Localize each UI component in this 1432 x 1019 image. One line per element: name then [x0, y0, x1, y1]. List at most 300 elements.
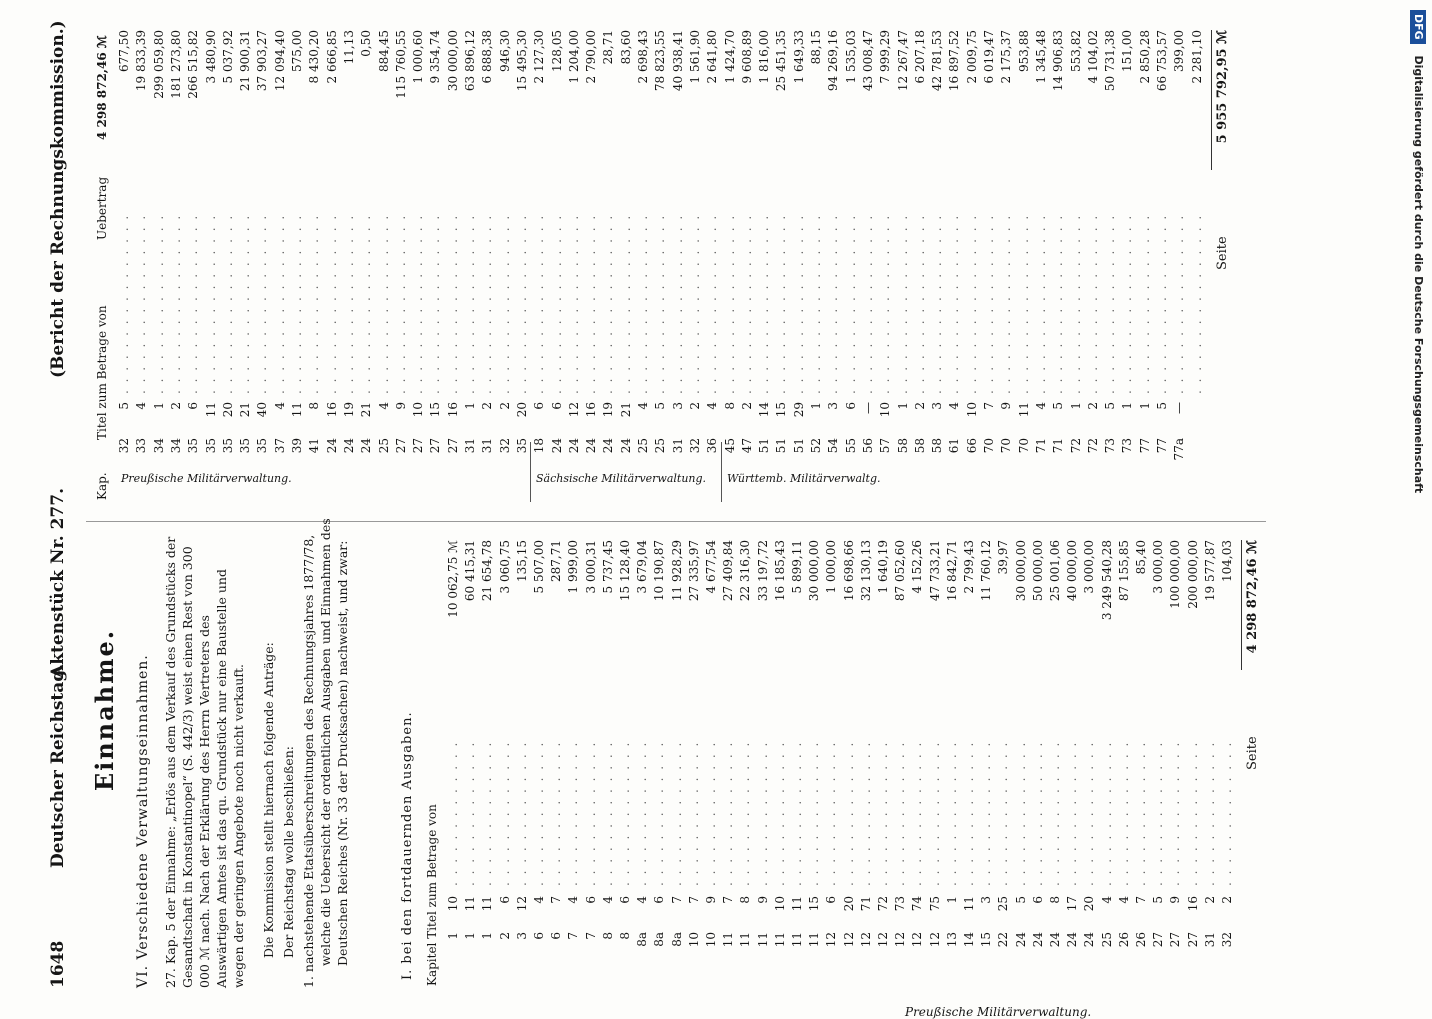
table-row-titel: 7: [721, 896, 736, 904]
table-row-leader: . . . . . . . . . . . . .: [755, 740, 770, 886]
table-row-titel: 1: [151, 402, 166, 410]
paragraph-antraege: Die Kommission stellt hiernach folgende Anträge:: [261, 642, 276, 958]
table-row-leader: . . . . . . . . . . . . . . . .: [1085, 213, 1100, 394]
table-row-amount: 575,00: [290, 30, 304, 72]
table-row-kapitel: 8: [618, 932, 632, 940]
table-row-amount: 14 906,83: [1051, 30, 1066, 92]
table-row-amount: 27 335,97: [686, 540, 701, 602]
table-row-kapitel: 31: [1202, 932, 1217, 948]
table-row-kapitel: 2: [497, 932, 512, 940]
table-row-leader: . . . . . . . . . . . . . . . .: [497, 213, 512, 394]
table-row-kapitel: 12: [927, 932, 942, 948]
table-row-amount: 40 000,00: [1065, 540, 1080, 602]
table-row-kapitel: 32: [687, 438, 702, 454]
table-row-amount: 2 799,43: [962, 540, 976, 594]
table-row-leader: . . . . . . . . . . . . .: [583, 740, 598, 886]
table-row-amount: 5 737,45: [600, 540, 615, 594]
table-row-kapitel: 11: [807, 932, 822, 948]
dfg-credit-text: Digitalisierung gefördert durch die Deutsche Forschungsgemeinschaft: [1412, 55, 1425, 494]
table-row-kapitel: 35: [203, 438, 218, 454]
table-row-leader: . . . . . . . . . . . . . . . .: [964, 213, 979, 394]
table-row-leader: . . . . . . . . . . . . . . . .: [843, 213, 858, 394]
table-row-amount: 16 897,52: [947, 30, 962, 92]
table-row-leader: . . . . . . . . . . . . .: [549, 740, 564, 886]
table-row-kapitel: 36: [705, 438, 720, 454]
table-row-amount: 266 515,82: [186, 30, 201, 99]
table-row-kapitel: 66: [964, 438, 979, 454]
left-column-header: Kapitel Titel zum Betrage von: [425, 804, 439, 986]
section-title: VI. Verschiedene Verwaltungseinnahmen.: [135, 654, 151, 988]
table-row-leader: . . . . . . . . . . . . .: [514, 740, 529, 886]
table-row-kapitel: 1: [463, 932, 478, 940]
table-row-leader: . . . . . . . . . . . . .: [876, 740, 890, 886]
table-row-leader: . . . . . . . . . . . . . . . .: [359, 213, 374, 394]
table-row-kapitel: 13: [944, 932, 959, 948]
table-row-kapitel: 24: [359, 438, 374, 454]
table-row-kapitel: 24: [601, 438, 616, 454]
table-row-titel: 6: [583, 896, 598, 904]
table-row-kapitel: 1: [480, 932, 495, 940]
table-row-kapitel: 52: [809, 438, 823, 454]
table-row-kapitel: 72: [1068, 438, 1083, 454]
table-row-leader: . . . . . . . . . . . . . . . .: [186, 213, 201, 394]
table-row-kapitel: 24: [1030, 932, 1045, 948]
table-row-amount: 50 731,38: [1103, 30, 1118, 92]
table-row-kapitel: 24: [324, 438, 339, 454]
table-row-kapitel: 73: [1103, 438, 1118, 454]
table-row-amount: 553,82: [1068, 30, 1083, 72]
table-row-amount: 2 641,80: [705, 30, 720, 84]
table-row-kapitel: 51: [774, 438, 789, 454]
table-row-titel: 9: [393, 402, 408, 410]
table-row-leader: . . . . . . . . . . . . . . . .: [168, 213, 183, 394]
table-row-kapitel: 8a: [652, 932, 667, 947]
table-row-kapitel: 24: [1013, 932, 1028, 948]
table-row-titel: 11: [203, 402, 218, 418]
table-row-kapitel: 11: [790, 932, 804, 948]
table-row-titel: 12: [566, 402, 581, 418]
table-row-amount: 16 842,71: [944, 540, 959, 602]
table-row-amount: 3 679,04: [635, 540, 650, 594]
table-row-amount: 115 760,55: [393, 30, 408, 99]
table-row-leader: . . . . . . . . . . . . .: [841, 740, 856, 886]
table-row-titel: 2: [480, 402, 495, 410]
table-row-leader: . . . . . . . . . . . . . . . .: [341, 213, 356, 394]
sum-value: 5 955 792,95 ℳ: [1214, 30, 1230, 144]
table-row-amount: 88,15: [809, 30, 823, 65]
table-row-leader: . . . . . . . . . . . . .: [532, 740, 546, 886]
table-row-amount: 2 790,00: [584, 30, 599, 84]
table-row-titel: 1: [1137, 402, 1152, 410]
table-row-kapitel: 71: [1033, 438, 1048, 454]
table-row-amount: 60 415,31: [463, 540, 478, 602]
table-row-titel: 10: [964, 402, 979, 418]
table-row-leader: . . . . . . . . . . . . .: [893, 740, 908, 886]
table-row-titel: 21: [618, 402, 633, 418]
table-row-leader: . . . . . . . . . . . . .: [652, 740, 667, 886]
table-row-titel: —: [860, 402, 875, 414]
table-row-leader: . . . . . . . . . . . . .: [738, 740, 753, 886]
table-row-leader: . . . . . . . . . . . . . . . .: [290, 213, 304, 394]
table-row-kapitel: 58: [912, 438, 927, 454]
table-row-titel: 7: [686, 896, 701, 904]
table-row-titel: 11: [1016, 402, 1031, 418]
table-row-titel: 5: [1051, 402, 1066, 410]
table-row-kapitel: 56: [860, 438, 875, 454]
table-row-leader: . . . . . . . . . . . . .: [979, 740, 994, 886]
table-row-titel: 19: [341, 402, 356, 418]
table-row-amount: 10 062,75 ℳ: [446, 540, 460, 618]
table-row-titel: 1: [1068, 402, 1083, 410]
table-row-kapitel: 37: [272, 438, 287, 454]
table-row-amount: 33 197,72: [755, 540, 770, 602]
table-row-amount: 7 999,29: [878, 30, 893, 84]
table-row-amount: 104,03: [1220, 540, 1234, 582]
table-row-amount: 151,00: [1120, 30, 1135, 72]
table-row-kapitel: 35: [238, 438, 253, 454]
table-row-amount: 9 354,74: [428, 30, 443, 84]
table-row-kapitel: 27: [393, 438, 408, 454]
table-row-amount: 11 760,12: [979, 540, 994, 602]
sum-label: Seite: [1245, 736, 1261, 770]
table-row-amount: 15 495,30: [514, 30, 529, 92]
table-row-titel: 5: [1013, 896, 1028, 904]
table-row-kapitel: 77: [1155, 438, 1169, 454]
table-row-titel: 4: [947, 402, 962, 410]
table-row-kapitel: 10: [686, 932, 701, 948]
table-row-amount: 94 269,16: [826, 30, 841, 92]
table-row-leader: . . . . . . . . . . . . . . . .: [895, 213, 910, 394]
table-row-titel: 3: [979, 896, 994, 904]
table-row-kapitel: 15: [979, 932, 994, 948]
table-row-titel: 8: [307, 402, 322, 410]
table-row-titel: 5: [117, 402, 131, 410]
table-row-amount: 953,88: [1016, 30, 1031, 72]
table-row-kapitel: 11: [772, 932, 787, 948]
table-row-kapitel: 18: [532, 438, 547, 454]
table-row-titel: 74: [910, 896, 925, 912]
sum-label: Seite: [1214, 236, 1230, 270]
table-row-leader: . . . . . . . . . . . . . . . .: [705, 213, 720, 394]
table-row-amount: 100 000,00: [1168, 540, 1183, 609]
table-row-kapitel: 12: [824, 932, 839, 948]
table-row-amount: 47 733,21: [927, 540, 942, 602]
table-row-leader: . . . . . . . . . . . . .: [944, 740, 959, 886]
table-row-kapitel: 12: [858, 932, 873, 948]
table-row-kapitel: 25: [376, 438, 391, 454]
table-row-amount: 27 409,84: [721, 540, 736, 602]
table-row-leader: . . . . . . . . . . . . . . . .: [307, 213, 322, 394]
table-row-amount: 1 000,00: [824, 540, 839, 594]
table-row-amount: 19 833,39: [134, 30, 149, 92]
table-row-kapitel: 27: [428, 438, 443, 454]
table-row-titel: 5: [1151, 896, 1166, 904]
table-row-amount: 42 781,53: [930, 30, 945, 92]
table-row-titel: 3: [930, 402, 945, 410]
table-row-kapitel: 27: [1185, 932, 1200, 948]
table-row-titel: 3: [670, 402, 685, 410]
table-row-amount: 135,15: [514, 540, 529, 582]
table-row-leader: . . . . . . . . . . . . . . . .: [1033, 213, 1048, 394]
table-row-titel: 73: [893, 896, 908, 912]
table-row-kapitel: 12: [910, 932, 925, 948]
table-row-titel: 8: [722, 402, 737, 410]
table-row-titel: 6: [618, 896, 632, 904]
table-row-kapitel: 51: [791, 438, 806, 454]
table-row-leader: . . . . . . . . . . . . .: [669, 740, 684, 886]
table-row-leader: . . . . . . . . . . . . . . . .: [1068, 213, 1083, 394]
table-row-amount: 25 001,06: [1048, 540, 1062, 602]
table-row-kapitel: 25: [1099, 932, 1114, 948]
table-row-leader: . . . . . . . . . . . . . . . .: [826, 213, 841, 394]
table-row-leader: . . . . . . . . . . . . . . . .: [532, 213, 547, 394]
publication-title: Deutscher Reichstag.: [48, 663, 68, 868]
table-row-leader: . . . . . . . . . . . . . . . .: [860, 213, 875, 394]
table-row-titel: 2: [912, 402, 927, 410]
table-row-leader: . . . . . . . . . . . . .: [1116, 740, 1131, 886]
table-row-leader: . . . . . . . . . . . . .: [1185, 740, 1200, 886]
table-row-amount: 83,60: [618, 30, 633, 65]
table-row-kapitel: 7: [583, 932, 598, 940]
table-row-titel: 6: [652, 896, 667, 904]
table-row-titel: 4: [1099, 896, 1114, 904]
table-row-amount: 87 052,60: [893, 540, 908, 602]
table-row-leader: . . . . . . . . . . . . . . . .: [514, 213, 529, 394]
table-row-leader: . . . . . . . . . . . . . . . .: [463, 213, 477, 394]
table-row-amount: 25 451,35: [774, 30, 789, 92]
table-row-kapitel: 61: [947, 438, 962, 454]
table-row-kapitel: 34: [168, 438, 183, 454]
table-row-titel: 16: [324, 402, 339, 418]
table-row-titel: 7: [982, 402, 996, 410]
table-row-titel: 4: [1116, 896, 1131, 904]
table-row-kapitel: 10: [704, 932, 718, 948]
table-row-leader: . . . . . . . . . . . . .: [1013, 740, 1028, 886]
table-row-kapitel: 24: [1082, 932, 1097, 948]
table-row-amount: 16 698,66: [841, 540, 856, 602]
table-row-amount: 200 000,00: [1185, 540, 1200, 609]
table-row-kapitel: 25: [653, 438, 668, 454]
table-row-leader: . . . . . . . . . . . . . . . .: [739, 213, 754, 394]
table-row-titel: 6: [549, 402, 564, 410]
table-row-amount: 2 281,10: [1189, 30, 1204, 84]
table-row-kapitel: 77a: [1172, 438, 1187, 461]
table-row-leader: . . . . . . . . . . . . .: [686, 740, 701, 886]
sum-line: [1211, 30, 1212, 170]
table-row-amount: 1 649,33: [791, 30, 806, 84]
table-row-leader: . . . . . . . . . . . . .: [1065, 740, 1080, 886]
table-row-amount: 12 094,40: [272, 30, 287, 92]
table-row-leader: . . . . . . . . . . . . .: [704, 740, 718, 886]
table-row-amount: 6 207,18: [912, 30, 927, 84]
table-row-kapitel: 11: [755, 932, 770, 948]
table-row-amount: 85,40: [1134, 540, 1148, 575]
table-row-amount: 9 608,89: [739, 30, 754, 84]
table-row-amount: 128,05: [549, 30, 564, 72]
report-title: (Bericht der Rechnungskommission.): [48, 20, 68, 378]
table-row-titel: 20: [514, 402, 529, 418]
table-row-kapitel: 24: [1048, 932, 1062, 948]
table-row-amount: 40 938,41: [670, 30, 685, 92]
table-row-titel: 11: [790, 896, 804, 912]
table-row-leader: . . . . . . . . . . . . . . . .: [757, 213, 772, 394]
table-row-kapitel: 1: [446, 932, 460, 940]
table-row-amount: 2 175,37: [999, 30, 1014, 84]
sum-line: [1241, 540, 1242, 670]
table-row-kapitel: 57: [878, 438, 893, 454]
table-row-leader: . . . . . . . . . . . . .: [1220, 740, 1234, 886]
table-row-amount: 37 903,27: [255, 30, 270, 92]
table-row-amount: 22 316,30: [738, 540, 753, 602]
table-row-amount: 30 000,00: [807, 540, 822, 602]
table-row-leader: . . . . . . . . . . . . .: [1030, 740, 1045, 886]
table-row-kapitel: 12: [841, 932, 856, 948]
table-row-titel: 75: [927, 896, 942, 912]
table-row-amount: 10 190,87: [652, 540, 667, 602]
table-row-amount: 11 928,29: [669, 540, 684, 602]
table-row-leader: . . . . . . . . . . . . .: [772, 740, 787, 886]
table-row-amount: 30 000,00: [1013, 540, 1028, 602]
table-row-titel: 2: [497, 402, 512, 410]
right-column-header: Titel zum Betrage von: [95, 305, 109, 440]
table-row-titel: 10: [411, 402, 426, 418]
table-row-titel: 25: [996, 896, 1011, 912]
table-row-leader: . . . . . . . . . . . . . . . .: [999, 213, 1014, 394]
table-row-amount: 3 000,00: [1151, 540, 1166, 594]
table-row-kapitel: 8a: [635, 932, 650, 947]
table-row-titel: 6: [186, 402, 201, 410]
table-row-titel: 11: [480, 896, 495, 912]
table-row-titel: 20: [1082, 896, 1097, 912]
table-row-kapitel: 26: [1116, 932, 1131, 948]
table-row-kapitel: 25: [636, 438, 650, 454]
table-row-titel: 12: [514, 896, 529, 912]
table-row-leader: . . . . . . . . . . . . . . . .: [809, 213, 823, 394]
table-row-amount: 299 059,80: [151, 30, 166, 99]
table-row-titel: 9: [755, 896, 770, 904]
table-row-kapitel: 55: [843, 438, 858, 454]
table-row-leader: . . . . . . . . . . . . . . . .: [393, 213, 408, 394]
table-row-leader: . . . . . . . . . . . . .: [600, 740, 615, 886]
table-row-kapitel: 72: [1085, 438, 1100, 454]
table-row-leader: . . . . . . . . . . . . . . . .: [636, 213, 650, 394]
table-row-amount: 63 896,12: [463, 30, 477, 92]
table-row-kapitel: 6: [549, 932, 564, 940]
table-row-titel: 11: [463, 896, 478, 912]
table-row-titel: 2: [739, 402, 754, 410]
table-row-leader: . . . . . . . . . . . . .: [446, 740, 460, 886]
table-row-leader: . . . . . . . . . . . . .: [1082, 740, 1097, 886]
table-row-leader: . . . . . . . . . . . . . . . .: [1137, 213, 1152, 394]
table-row-leader: . . . . . . . . . . . . . . . .: [584, 213, 599, 394]
table-row-amount: 19 577,87: [1202, 540, 1217, 602]
table-row-amount: 11,13: [341, 30, 356, 65]
table-row-kapitel: 27: [411, 438, 426, 454]
table-row-kapitel: 24: [549, 438, 564, 454]
table-row-kapitel: 3: [514, 932, 529, 940]
table-row-kapitel: 73: [1120, 438, 1135, 454]
table-row-leader: . . . . . . . . . . . . .: [858, 740, 873, 886]
table-row-kapitel: 70: [1016, 438, 1031, 454]
table-row-titel: 40: [255, 402, 270, 418]
table-row-titel: 9: [999, 402, 1014, 410]
table-row-amount: 16 185,43: [772, 540, 787, 602]
table-row-kapitel: 31: [670, 438, 685, 454]
table-row-titel: 6: [1030, 896, 1045, 904]
table-row-kapitel: 24: [341, 438, 356, 454]
table-row-amount: 50 000,00: [1030, 540, 1045, 602]
table-row-titel: 20: [841, 896, 856, 912]
table-row-amount: 66 753,57: [1155, 30, 1169, 92]
table-row-leader: . . . . . . . . . . . . . . . .: [255, 213, 270, 394]
paragraph-etatsueberschreitungen: 1. nachstehende Etatsüberschreitungen des Rechnungsjahres 1877/78, welche die Uebersicht der ordentlichen Ausgaben und Einnahmen des Deutschen Reiches (Nr. 33 der Drucksachen) nachweist, und zwar:: [301, 518, 350, 988]
table-row-leader: . . . . . . . . . . . . . . . .: [618, 213, 633, 394]
table-row-amount: 1 640,19: [876, 540, 890, 594]
table-row-amount: 21 654,78: [480, 540, 495, 602]
table-row-leader: . . . . . . . . . . . . . . . .: [480, 213, 495, 394]
table-row-leader: . . . . . . . . . . . . . . . .: [1051, 213, 1066, 394]
table-row-leader: . . . . . . . . . . . . . . . .: [117, 213, 131, 394]
table-row-leader: . . . . . . . . . . . . .: [927, 740, 942, 886]
table-row-titel: 4: [705, 402, 720, 410]
table-row-titel: 2: [1220, 896, 1234, 904]
table-row-leader: . . . . . . . . . . . . .: [996, 740, 1011, 886]
table-row-amount: 78 823,55: [653, 30, 668, 92]
table-row-amount: 8 430,20: [307, 30, 322, 84]
table-row-titel: 7: [549, 896, 564, 904]
subsection-title: I. bei den fortdauernden Ausgaben.: [400, 711, 415, 980]
uebertrag-value: 4 298 872,46 ℳ: [95, 35, 109, 140]
table-row-titel: 16: [584, 402, 599, 418]
table-row-titel: 6: [497, 896, 512, 904]
table-row-leader: . . . . . . . . . . . . . . . .: [238, 213, 253, 394]
table-row-leader: . . . . . . . . . . . . .: [1048, 740, 1062, 886]
table-row-kapitel: 31: [463, 438, 477, 454]
right-group-label: Württemb. Militärverwaltg.: [726, 472, 881, 485]
table-row-kapitel: 8: [600, 932, 615, 940]
table-row-titel: 9: [1168, 896, 1183, 904]
paragraph-27: 27. Kap. 5 der Einnahme: „Erlös aus dem Verkauf des Grundstücks der Gesandtschaft in Konstantinopel“ (S. 442/3) weist einen Rest von 300 000 ℳ nach. Nach der Erklärung des Herrn Vertreters des Auswärtigen Amtes ist das qu. Grundstück nur eine Baustelle und wegen der geringen Angebote noch nicht verkauft.: [163, 536, 246, 988]
table-row-amount: 2 850,28: [1137, 30, 1152, 84]
table-row-kapitel: 35: [186, 438, 201, 454]
table-row-amount: 884,45: [376, 30, 391, 72]
page-header: [48, 16, 78, 988]
table-row-titel: 4: [636, 402, 650, 410]
table-row-amount: 4 104,02: [1085, 30, 1100, 84]
table-row-kapitel: 33: [134, 438, 149, 454]
table-row-leader: . . . . . . . . . . . . . . . .: [601, 213, 616, 394]
table-row-leader: . . . . . . . . . . . . . . . .: [566, 213, 581, 394]
table-row-leader: . . . . . . . . . . . . .: [635, 740, 650, 886]
table-row-titel: 4: [566, 896, 581, 904]
table-row-kapitel: 39: [290, 438, 304, 454]
group-separator: [721, 442, 722, 502]
document-number: Aktenstück Nr. 277.: [48, 487, 68, 678]
table-row-kapitel: 35: [255, 438, 270, 454]
table-row-leader: . . . . . . . . . . . . .: [566, 740, 581, 886]
table-row-amount: 2 698,43: [636, 30, 650, 84]
table-row-kapitel: 24: [566, 438, 581, 454]
table-row-amount: 5 037,92: [220, 30, 235, 84]
table-row-leader: . . . . . . . . . . . . .: [1134, 740, 1148, 886]
table-row-titel: 10: [772, 896, 787, 912]
table-row-leader: . . . . . . . . . . . . . . . .: [1016, 213, 1031, 394]
table-row-kapitel: 58: [895, 438, 910, 454]
table-row-leader: . . . . . . . . . . . . . . . .: [878, 213, 893, 394]
table-row-amount: 1 535,03: [843, 30, 858, 84]
table-row-leader: . . . . . . . . . . . . . . . .: [134, 213, 149, 394]
table-row-kapitel: 31: [480, 438, 495, 454]
